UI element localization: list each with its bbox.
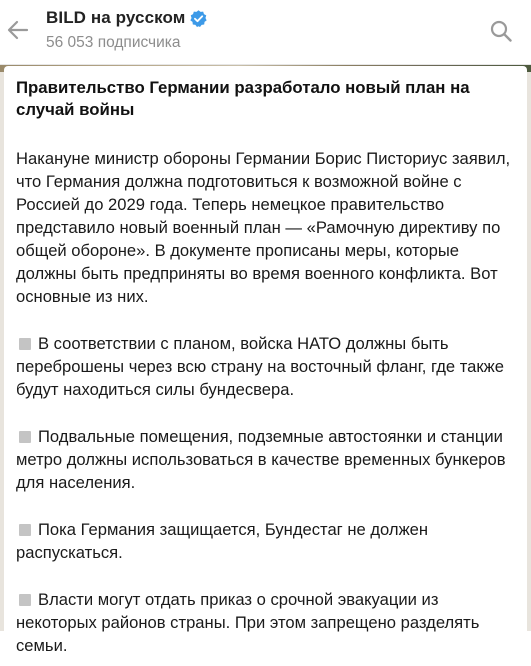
list-item — [16, 588, 522, 657]
search-button[interactable] — [487, 17, 515, 45]
channel-header — [0, 0, 531, 65]
list-item-text: Власти могут отдать приказ о срочной эвакуации из некоторых районов страны. При этом запрещено разделять семьи. — [16, 590, 480, 655]
channel-name: BILD на русском — [46, 8, 186, 27]
square-bullet-icon — [19, 594, 31, 606]
list-item-text: В соответствии с планом, войска НАТО должны быть переброшены через всю страну на восточный фланг, где также будут находиться силы бундесвера. — [16, 334, 504, 399]
verified-badge-icon — [189, 9, 208, 28]
list-item — [16, 518, 522, 564]
list-item — [16, 425, 522, 494]
list-item — [16, 332, 522, 401]
square-bullet-icon — [19, 431, 31, 443]
back-button[interactable] — [2, 14, 34, 46]
post-intro: Накануне министр обороны Германии Борис Писториус заявил, что Германия должна подготовиться к возможной войне с Россией до 2029 года. Теперь немецкое правительство представило новый военный план — «Рамочную директиву по общей обороне». В документе прописаны меры, которые должны быть предприняты во время военного конфликта. Вот основные из них. — [16, 149, 511, 306]
channel-title-row — [46, 6, 208, 30]
square-bullet-icon — [19, 338, 31, 350]
channel-info[interactable] — [46, 6, 208, 52]
list-item-text: Пока Германия защищается, Бундестаг не должен распускаться. — [16, 520, 429, 562]
list-item-text: Подвальные помещения, подземные автостоянки и станции метро должны использоваться в качестве временных бункеров для населения. — [16, 427, 506, 492]
post-title: Правительство Германии разработало новый план на случай войны — [16, 78, 470, 119]
square-bullet-icon — [19, 524, 31, 536]
message-bubble[interactable] — [4, 66, 527, 666]
message-content — [4, 66, 522, 657]
arrow-left-icon — [7, 19, 29, 41]
subscriber-count: 56 053 подписчика — [46, 34, 181, 51]
search-icon — [489, 19, 513, 43]
